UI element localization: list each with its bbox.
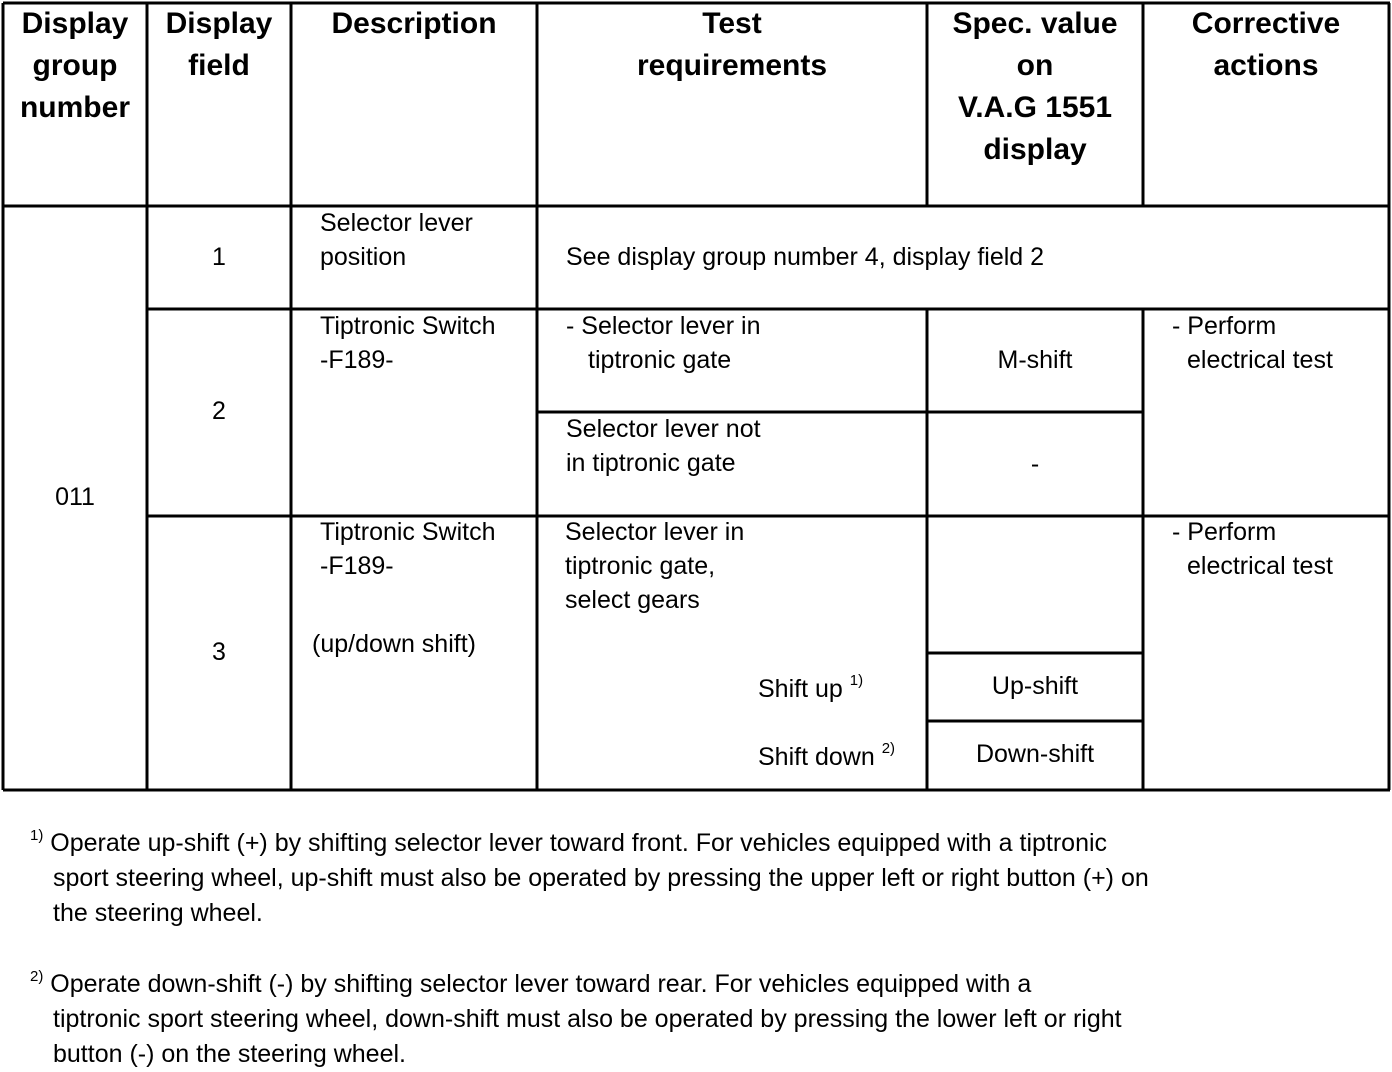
footnote-1-mark: 1) [30,827,44,844]
field-1-test-requirement: See display group number 4, display field 2 [566,243,1045,271]
field-2-condition-b: Selector lever not in tiptronic gate [566,415,761,477]
field-2-number: 2 [212,397,226,425]
header-display-field: Display field [165,7,273,82]
header-description: Description [331,7,497,40]
field-2-spec-a: M-shift [997,346,1073,374]
shift-up-spec: Up-shift [991,672,1079,700]
footnote-1: $^{1)}$ Operate up-shift (+) by shifting selector lever toward front. For vehicles equipped with a tiptronic sport steering wheel, up-shift must also be operated by pressing the upper left or right button (+) on the steering wheel. [30,827,1149,927]
field-2-corrective-action: - Perform electrical test [1172,312,1333,374]
field-3-number: 3 [212,638,226,666]
field-3-description-note: (up/down shift) [312,630,476,658]
header-display-group-number: Display group number [19,7,130,124]
field-3-description: Tiptronic Switch -F189- [320,518,496,580]
field-2-condition-a: - Selector lever in tiptronic gate [566,312,761,374]
field-3-corrective-action: - Perform electrical test [1172,518,1333,580]
group-number-cell: 011 [55,483,95,511]
shift-down-label: Shift down $^{2)}$ [758,740,896,771]
field-2-spec-b: - [1030,450,1040,478]
footnote-ref-1: 1) [849,672,864,689]
header-test-requirements: Test requirements [636,7,828,82]
field-3-condition: Selector lever in tiptronic gate, select gears [565,518,745,614]
header-spec-value: Spec. value on V.A.G 1551 display [952,7,1118,166]
field-1-number: 1 [212,243,226,271]
shift-down-spec: Down-shift [975,740,1095,768]
header-corrective-actions: Corrective actions [1191,7,1341,82]
shift-up-label: Shift up $^{1)}$ [758,672,864,703]
field-2-description: Tiptronic Switch -F189- [320,312,496,374]
field-1-description: Selector lever position [320,209,473,271]
footnote-ref-2: 2) [881,740,896,757]
footnote-2: $^{2)}$ Operate down-shift (-) by shifting selector lever toward rear. For vehicles equipped with a tiptronic sport steering wheel, down-shift must also be operated by pressing the lower left or right button (-) on the steering wheel. [30,968,1122,1068]
footnote-2-mark: 2) [30,968,44,985]
